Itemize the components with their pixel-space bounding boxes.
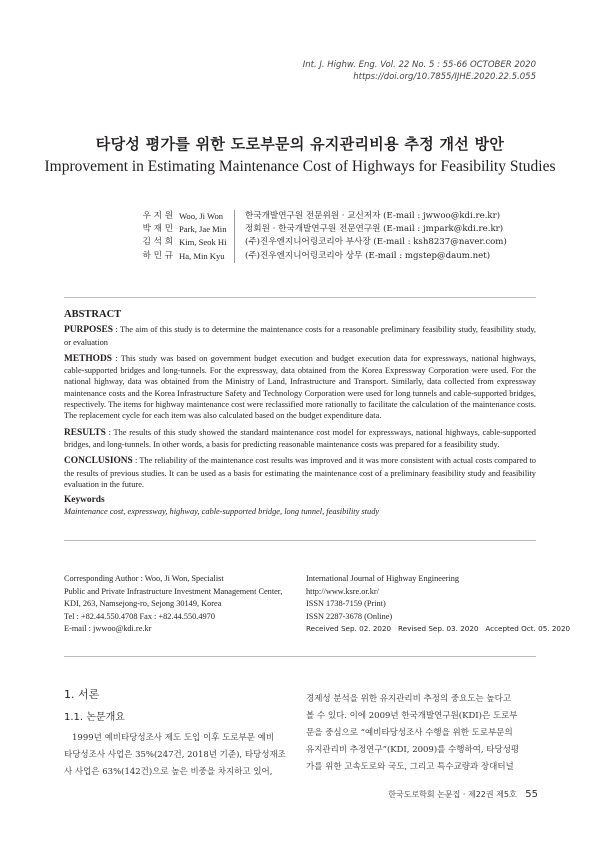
received-date: Sep. 02. 2020 xyxy=(341,624,392,634)
author-row xyxy=(118,223,507,236)
author-name-korean: 우 지 원 xyxy=(142,211,173,221)
footer-journal: 한국도로학회 논문집 · 제22권 제5호 xyxy=(388,790,517,799)
body-line: 1999년 예비타당성조사 제도 도입 이후 도로부문 예비 xyxy=(72,733,275,743)
body-line: 유지관리비 추정연구”(KDI, 2009)를 수행하여, 타당성평 xyxy=(306,745,520,755)
results-label: RESULTS xyxy=(64,427,106,438)
keywords-text: Maintenance cost, expressway, highway, cable-supported bridge, long tunnel, feasibility study xyxy=(64,507,380,517)
corr-email[interactable]: E-mail : jwwoo@kdi.re.kr xyxy=(64,624,152,634)
author-name-english: Kim, Seok Hi xyxy=(179,237,227,248)
author-row xyxy=(118,210,507,223)
conclusions-text: : The reliability of the maintenance cost results was improved and it was more consistent with actual costs compared to the results of previous studies. It can be used as a basis for estimating the maintenance cost of a preliminary feasibility study and feasibility evaluation in the future. xyxy=(64,456,536,489)
accepted-label: Accepted xyxy=(485,624,519,634)
divider xyxy=(64,656,536,657)
author-affiliation: (주)진우엔지니어링코리아 상무 (E-mail : mgstep@daum.net) xyxy=(234,250,490,263)
accepted-date: Oct. 05. 2020 xyxy=(521,624,571,634)
author-name-english: Ha, Min Kyu xyxy=(179,250,225,261)
divider xyxy=(64,297,536,298)
page-footer xyxy=(388,789,538,800)
revised-label: Revised xyxy=(397,624,427,634)
author-name-english: Park, Jae Min xyxy=(179,224,227,235)
abstract-methods xyxy=(64,353,536,422)
body-line: 타당성조사 사업은 35%(247건, 2018년 기준), 타당성재조 xyxy=(64,750,286,760)
body-line: 경제성 분석을 위한 유지관리비 추정의 중요도는 높다고 xyxy=(306,694,512,704)
title-korean: 타당성 평가를 위한 도로부문의 유지관리비용 추정 개선 방안 xyxy=(95,135,505,153)
corr-line: Public and Private Infrastructure Investment Management Center, xyxy=(64,586,283,596)
corresponding-author-block xyxy=(64,573,282,636)
author-name-korean: 김 석 희 xyxy=(142,237,173,248)
body-line: 가를 위한 고속도로와 국도, 그리고 특수교량과 장대터널 xyxy=(306,762,514,772)
abstract-conclusions xyxy=(64,455,536,490)
methods-text: : This study was based on government budget execution and budget execution data for expressways, national highways, cable-supported bridges and long-tunnels. For the expressway, data obtained from the Korea Expressway Corporation were used. For the national highway, data was obtained from the Ministry of Land, Infrastructure and Transport. Similarly, data collected from expressway maintenance costs and the Korea Infrastructure Safety and Technology Corporation were used for long tunnels and cable-supported bridges, respectively. The items for highway maintenance cost were reclassified more rationally to facilitate the calculation of the maintenance costs. The replacement cycle for each item was also calculated based on the budget expenditure data. xyxy=(64,353,536,421)
author-row xyxy=(118,250,507,263)
doi-link[interactable]: https://doi.org/10.7855/IJHE.2020.22.5.055 xyxy=(353,72,536,82)
section-heading: 1. 서론 xyxy=(64,688,100,701)
subsection-heading: 1.1. 논문개요 xyxy=(64,712,125,723)
conclusions-label: CONCLUSIONS xyxy=(64,456,133,467)
abstract-section xyxy=(64,309,536,518)
dates-line xyxy=(306,623,570,636)
author-affiliation: 정회원 · 한국개발연구원 전문연구원 (E-mail : jmpark@kdi.re.kr) xyxy=(234,223,503,236)
author-affiliation: 한국개발연구원 전문위원 · 교신저자 (E-mail : jwwoo@kdi.re.kr) xyxy=(234,210,500,223)
corr-line: KDI, 263, Namsejong-ro, Sejong 30149, Korea xyxy=(64,599,222,609)
author-name-korean: 박 재 민 xyxy=(142,224,173,235)
body-line: 볼 수 있다. 이에 2009년 한국개발연구원(KDI)은 도로부 xyxy=(306,711,518,721)
abstract-purposes xyxy=(64,324,536,348)
author-row xyxy=(118,236,507,249)
abstract-heading: ABSTRACT xyxy=(64,309,122,320)
title-english: Improvement in Estimating Maintenance Cost of Highways for Feasibility Studies xyxy=(44,158,556,175)
purposes-text: : The aim of this study is to determine the maintenance costs for a reasonable preliminary feasibility study, feasibility study, or evaluation xyxy=(64,325,536,347)
body-column-left xyxy=(64,730,296,781)
body-line: 사 사업은 63%(142건)으로 높은 비중을 차지하고 있어, xyxy=(64,767,273,777)
received-label: Received xyxy=(306,624,339,634)
methods-label: METHODS xyxy=(64,353,112,364)
author-name-korean: 하 민 규 xyxy=(142,250,173,261)
journal-info-block xyxy=(306,573,570,636)
corr-line: Tel : +82.44.550.4708 Fax : +82.44.550.4970 xyxy=(64,611,215,621)
issn-online: ISSN 2287-3678 (Online) xyxy=(306,611,393,621)
page-number: 55 xyxy=(525,789,538,800)
revised-date: Sep. 03. 2020 xyxy=(428,624,479,634)
divider xyxy=(64,540,536,541)
journal-citation: Int. J. Highw. Eng. Vol. 22 No. 5 : 55-66 OCTOBER 2020 xyxy=(302,60,536,70)
issn-print: ISSN 1738-7159 (Print) xyxy=(306,599,386,609)
keywords-label: Keywords xyxy=(64,495,105,506)
body-column-right xyxy=(306,691,538,776)
corr-line: Corresponding Author : Woo, Ji Won, Specialist xyxy=(64,574,224,583)
results-text: : The results of this study showed the standard maintenance cost model for expressways, national highways, cable-supported bridges, and long-tunnels. In other words, a basis for predicting reasonable maintenance costs was prepared for a feasibility study. xyxy=(64,427,536,449)
author-name-english: Woo, Ji Won xyxy=(179,211,224,221)
purposes-label: PURPOSES xyxy=(64,325,113,336)
journal-url[interactable]: http://www.ksre.or.kr/ xyxy=(306,586,379,596)
journal-name: International Journal of Highway Engineering xyxy=(306,574,459,583)
body-line: 문을 중심으로 “예비타당성조사 수행을 위한 도로부문의 xyxy=(306,728,513,738)
author-affiliation: (주)진우엔지니어링코리아 부사장 (E-mail : ksh8237@naver.com) xyxy=(234,236,507,249)
author-list xyxy=(118,210,507,263)
abstract-results xyxy=(64,427,536,451)
